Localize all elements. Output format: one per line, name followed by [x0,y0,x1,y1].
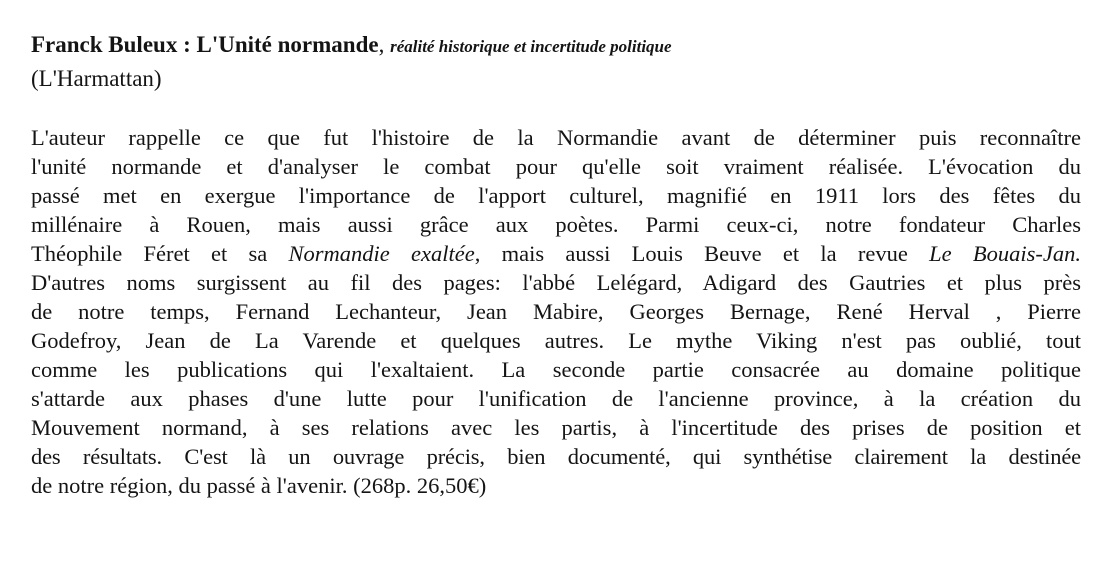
text-run: D'autres noms surgissent au fil des pages: l'abbé Lelégard, Adigard des Gautries et plus près [31,270,1081,295]
text-run: passé met en exergue l'importance de l'apport culturel, magnifié en 1911 lors des fêtes du [31,183,1081,208]
text-run: de notre temps, Fernand Lechanteur, Jean Mabire, Georges Bernage, René Herval , Pierre [31,299,1081,324]
heading-separator: : [177,32,197,57]
text-run: des résultats. C'est là un ouvrage précis, bien documenté, qui synthétise clairement la destinée [31,444,1081,469]
text-run: Godefroy, Jean de La Varende et quelques autres. Le mythe Viking n'est pas oublié, tout [31,328,1081,353]
body-line-4 [31,210,1081,239]
publisher: (L'Harmattan) [31,66,162,91]
body-line-7 [31,297,1081,326]
title-comma: , [378,32,385,57]
body-line-6 [31,268,1081,297]
text-run: comme les publications qui l'exaltaient. La seconde partie consacrée au domaine politique [31,357,1081,382]
body-line-11 [31,413,1081,442]
text-run: Théophile Féret et sa [31,241,289,266]
body-line-3 [31,181,1081,210]
author-name: Franck Buleux [31,32,178,57]
text-run: Mouvement normand, à ses relations avec les partis, à l'incertitude des prises de position et [31,415,1081,440]
body-line-5 [31,239,1081,268]
italic-work-title: Normandie exaltée [288,241,475,266]
body-line-9 [31,355,1081,384]
body-line-8 [31,326,1081,355]
text-run: l'unité normande et d'analyser le combat pour qu'elle soit vraiment réalisée. L'évocation du [31,154,1081,179]
body-line-2 [31,152,1081,181]
review-body [31,123,1091,500]
text-run: millénaire à Rouen, mais aussi grâce aux poètes. Parmi ceux-ci, notre fondateur Charles [31,212,1081,237]
body-line-12 [31,442,1081,471]
book-title: L'Unité normande [196,32,379,57]
book-subtitle: réalité historique et incertitude politique [390,37,672,56]
text-run: s'attarde aux phases d'une lutte pour l'unification de l'ancienne province, à la création du [31,386,1081,411]
body-line-10 [31,384,1081,413]
body-line-1 [31,123,1081,152]
text-run: , mais aussi Louis Beuve et la revue [474,241,930,266]
body-line-13 [31,471,1081,500]
text-run: de notre région, du passé à l'avenir. (268p. 26,50€) [31,473,487,498]
review-heading [31,30,1091,62]
text-run: L'auteur rappelle ce que fut l'histoire de la Normandie avant de déterminer puis reconnaître [31,125,1081,150]
book-review [31,30,1091,500]
italic-journal-title: Le Bouais-Jan. [929,241,1082,266]
